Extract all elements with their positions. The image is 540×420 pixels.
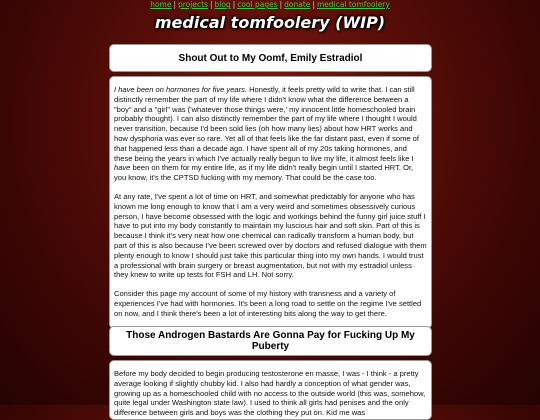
- section-heading-box: [109, 326, 432, 356]
- nav-link-donate[interactable]: donate: [284, 0, 311, 9]
- top-nav: [0, 0, 540, 10]
- nav-separator: |: [173, 0, 176, 9]
- paragraph: [114, 369, 427, 418]
- paragraph-text: Honestly, it feels pretty wild to write that. I can still distinctly remember the part of my life where I didn't know what the difference between a "boy" and a "girl" was ('whatever those things were,' my innocent little homeschooled brain probably thought). I can also distinctly remember the part of my life where I thought I would never transition, because I'd been sold lies (oh how many lies) about how HRT works and how dysphoria was ever so rare. Yet all of that feels like the far distant past, even if some of that happened less than a decade ago. I have spent all of my 20s taking hormones, and these being the years in which I've actually really begun to live my life, it almost feels like I: [114, 85, 419, 163]
- section-heading-box: [109, 44, 432, 72]
- nav-link-medical-tomfoolery[interactable]: medical tomfoolery: [316, 0, 390, 9]
- paragraph: [114, 192, 427, 280]
- nav-link-cool-pages[interactable]: cool pages: [237, 0, 278, 9]
- paragraph-text: Before my body decided to begin producing testosterone en masse, I was - I think - a pretty average looking if slightly chubby kid. I also had hardly a conception of what gender was, growing up as a homeschooled child with no access to the outside world (this was, somehow, quite legal under Washington state law). I used to think all girls had penises and the only difference between girls and boys was the clothing they put on. Kid me was: [114, 369, 426, 418]
- nav-link-home[interactable]: home: [150, 0, 172, 9]
- nav-link-projects[interactable]: projects: [178, 0, 208, 9]
- section-body-box: [109, 360, 432, 420]
- paragraph-text: At any rate, I've spent a lot of time on HRT, and somewhat predictably for anyone who has known me long enough to know that I am a very weird and sometimes obsessively curious person, I have become obsessed with the logic and workings behind the funny girl juice stuff I have to put into my body constantly to maintain my luscious hair and soft skin. Part of this is because I think it's very neat how one chemical can radically transform a human body, but part of this is also because I've been screwed over by doctors and refused dialogue with them plenty enough to know I should just take this particular thing into my own hands. I would trust a professional with brain surgery or breast augmentation, but not with my estradiol unless they knew to write up tests for FSH and LH. Not sorry.: [114, 191, 427, 280]
- section-heading: Shout Out to My Oomf, Emily Estradiol: [178, 52, 363, 64]
- nav-separator: |: [232, 0, 236, 9]
- nav-separator: |: [209, 0, 213, 9]
- paragraph-text: been on them for my entire life, as if my life didn't really begin until I started HRT. Or, you know, it's the CPTSD fucking with my memory. That could be the case too.: [114, 163, 414, 183]
- emphasis-text: have: [114, 163, 131, 173]
- paragraph: [114, 85, 427, 183]
- section-body-box: [109, 76, 432, 329]
- page-title: medical tomfoolery (WIP): [154, 13, 386, 32]
- paragraph: [114, 289, 427, 318]
- paragraph-text: Consider this page my account of some of my history with transness and a variety of experiences I've had with hormones. It's been a long road to settle on the regime I've settled on now, and I think there's been a lot of interesting bits along the way to get there.: [114, 289, 422, 318]
- nav-link-blog[interactable]: blog: [214, 0, 231, 9]
- nav-separator: |: [279, 0, 283, 9]
- section-heading: Those Androgen Bastards Are Gonna Pay for Fucking Up My Puberty: [126, 330, 415, 352]
- nav-separator: |: [312, 0, 315, 9]
- emphasis-text: I have been on hormones for five years.: [114, 85, 247, 94]
